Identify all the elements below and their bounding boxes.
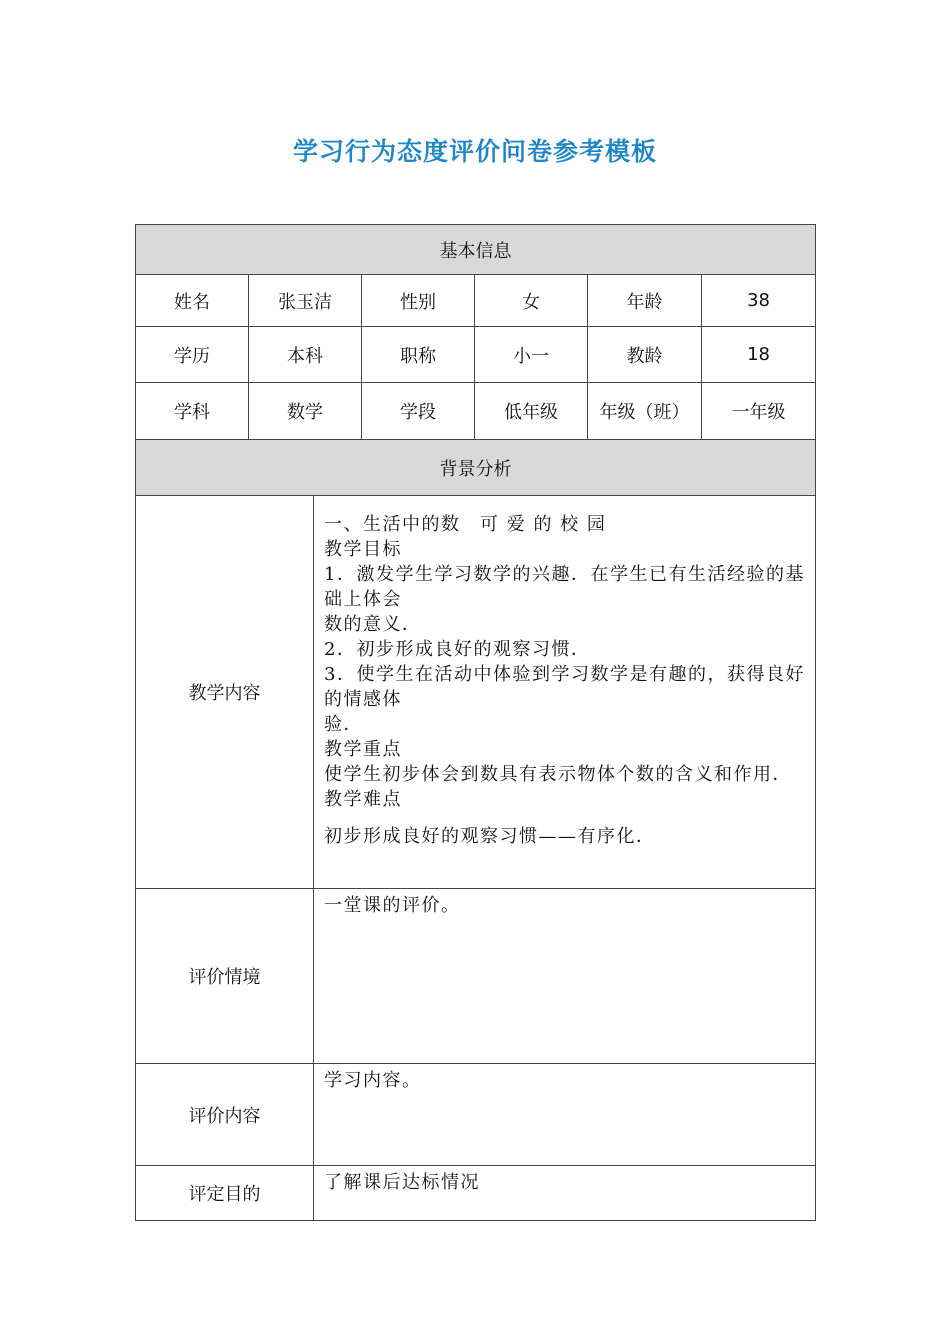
content-line: 数的意义． bbox=[324, 614, 422, 635]
grade-class-value: 一年级 bbox=[702, 383, 816, 440]
evaluation-content-text: 学习内容。 bbox=[314, 1064, 816, 1166]
table-row bbox=[136, 327, 816, 383]
evaluation-purpose-label: 评定目的 bbox=[136, 1166, 314, 1221]
content-line: 初步形成良好的观察习惯——有序化． bbox=[324, 826, 656, 847]
evaluation-purpose-text: 了解课后达标情况 bbox=[314, 1166, 816, 1221]
teaching-content-row bbox=[136, 496, 816, 889]
content-line: 3．使学生在活动中体验到学习数学是有趣的，获得良好的情感体 bbox=[324, 664, 805, 710]
evaluation-form-table bbox=[135, 224, 816, 1221]
content-line: 验． bbox=[324, 714, 363, 735]
teaching-content-label: 教学内容 bbox=[136, 496, 314, 889]
evaluation-context-text: 一堂课的评价。 bbox=[314, 889, 816, 1064]
evaluation-purpose-row bbox=[136, 1166, 816, 1221]
teaching-years-label: 教龄 bbox=[588, 327, 702, 383]
education-label: 学历 bbox=[136, 327, 249, 383]
content-line: 教学难点 bbox=[324, 789, 402, 810]
gender-value: 女 bbox=[475, 275, 588, 327]
teaching-content-text bbox=[314, 496, 816, 889]
grade-class-label: 年级（班） bbox=[588, 383, 702, 440]
basic-info-header: 基本信息 bbox=[136, 225, 816, 275]
stage-value: 低年级 bbox=[475, 383, 588, 440]
background-analysis-header: 背景分析 bbox=[136, 440, 816, 496]
content-line: 使学生初步体会到数具有表示物体个数的含义和作用． bbox=[324, 764, 792, 785]
gender-label: 性别 bbox=[362, 275, 475, 327]
teaching-years-value: 18 bbox=[702, 327, 816, 383]
age-label: 年龄 bbox=[588, 275, 702, 327]
content-line: 一、生活中的数 可 爱 的 校 园 bbox=[324, 514, 607, 535]
stage-label: 学段 bbox=[362, 383, 475, 440]
subject-label: 学科 bbox=[136, 383, 249, 440]
title-value: 小一 bbox=[475, 327, 588, 383]
title-label: 职称 bbox=[362, 327, 475, 383]
name-value: 张玉洁 bbox=[249, 275, 362, 327]
document-title: 学习行为态度评价问卷参考模板 bbox=[292, 137, 657, 166]
content-line: 1．激发学生学习数学的兴趣．在学生已有生活经验的基础上体会 bbox=[324, 564, 805, 610]
content-line: 教学目标 bbox=[324, 539, 402, 560]
evaluation-content-row bbox=[136, 1064, 816, 1166]
name-label: 姓名 bbox=[136, 275, 249, 327]
content-line: 2．初步形成良好的观察习惯． bbox=[324, 639, 591, 660]
table-row bbox=[136, 275, 816, 327]
evaluation-context-label: 评价情境 bbox=[136, 889, 314, 1064]
subject-value: 数学 bbox=[249, 383, 362, 440]
evaluation-context-row bbox=[136, 889, 816, 1064]
content-line: 教学重点 bbox=[324, 739, 402, 760]
age-value: 38 bbox=[702, 275, 816, 327]
education-value: 本科 bbox=[249, 327, 362, 383]
table-row bbox=[136, 383, 816, 440]
evaluation-content-label: 评价内容 bbox=[136, 1064, 314, 1166]
